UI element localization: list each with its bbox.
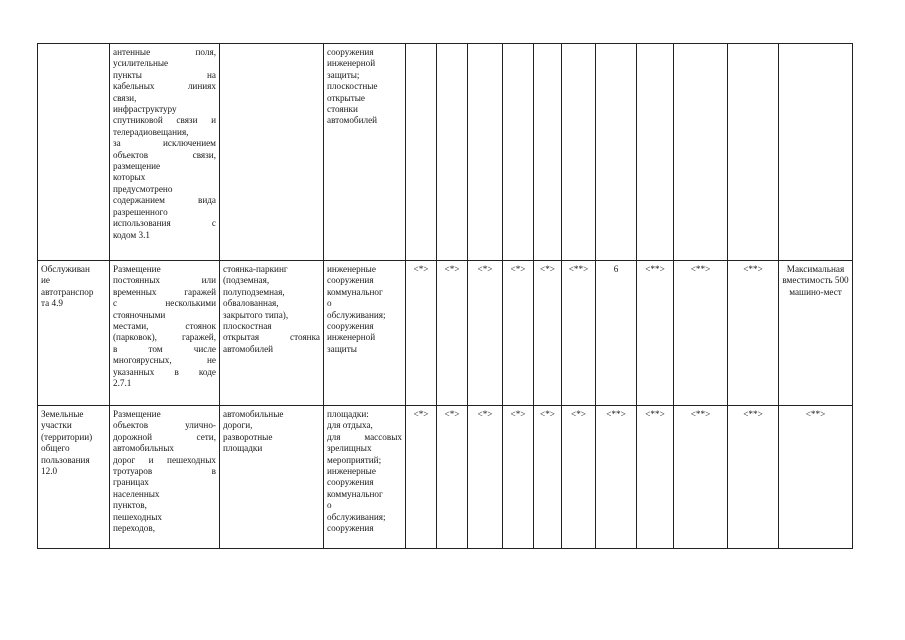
main-objects-cell-line: обвалованная, bbox=[223, 298, 279, 309]
param-cell bbox=[534, 261, 562, 406]
aux-objects-cell-line: сооружения bbox=[327, 523, 374, 534]
aux-objects-cell-line: обслуживания; bbox=[327, 511, 386, 522]
aux-objects-cell-line: для массовых bbox=[327, 431, 402, 442]
activity-description-cell-line: Размещение bbox=[113, 409, 161, 419]
activity-description-cell-line: автомобильных bbox=[113, 443, 174, 454]
activity-description-cell-line: инфраструктуру bbox=[113, 104, 177, 115]
activity-description-cell-line: границах bbox=[113, 477, 149, 488]
param-cell-text: <**> bbox=[743, 264, 763, 274]
param-cell bbox=[562, 261, 596, 406]
activity-description-cell-line: телерадиовещания, bbox=[113, 126, 189, 137]
table-row bbox=[38, 406, 853, 549]
activity-name-cell bbox=[38, 406, 110, 549]
activity-description-cell-line: дорог и пешеходных bbox=[113, 454, 216, 465]
activity-description-cell-line: кодом 3.1 bbox=[113, 229, 151, 240]
param-cell-text: <*> bbox=[477, 409, 493, 419]
activity-description-cell-line: указанных в коде bbox=[113, 366, 216, 377]
note-cell bbox=[779, 261, 853, 406]
param-cell-text: <*> bbox=[413, 409, 429, 419]
param-cell-text: <**> bbox=[606, 409, 626, 419]
activity-description-cell-line: объектов связи, bbox=[113, 149, 216, 160]
aux-objects-cell bbox=[324, 44, 406, 261]
param-cell-text: <**> bbox=[645, 264, 665, 274]
param-cell bbox=[637, 261, 674, 406]
param-cell-text: <**> bbox=[568, 264, 589, 274]
param-cell bbox=[468, 406, 503, 549]
param-cell-text: <*> bbox=[444, 409, 460, 419]
param-cell-text: <*> bbox=[540, 264, 555, 274]
aux-objects-cell-line: коммунальног bbox=[327, 488, 383, 499]
main-objects-cell-line: полуподземная, bbox=[223, 286, 285, 297]
activity-description-cell-line: пунктов, bbox=[113, 500, 147, 511]
aux-objects-cell-line: для отдыха, bbox=[327, 420, 373, 431]
param-cell bbox=[534, 44, 562, 261]
param-cell bbox=[674, 406, 728, 549]
activity-description-cell-line: многоярусных, не bbox=[113, 355, 216, 366]
main-objects-cell-line: открытая стоянка bbox=[223, 332, 320, 343]
activity-description-cell-line: стояночными bbox=[113, 309, 166, 320]
param-cell bbox=[562, 44, 596, 261]
param-cell bbox=[674, 261, 728, 406]
main-objects-cell-line: автомобилей bbox=[223, 343, 274, 354]
activity-description-cell-line: (парковок), гаражей, bbox=[113, 332, 216, 343]
param-cell bbox=[728, 44, 779, 261]
aux-objects-cell-line: о bbox=[327, 500, 332, 511]
aux-objects-cell-text: инженерные сооружения коммунальног о обслуживания; сооружения инженерной защиты bbox=[327, 264, 386, 354]
activity-description-cell-line: населенных bbox=[113, 488, 160, 499]
param-cell-text: <**> bbox=[743, 409, 763, 419]
activity-description-cell-line: 2.7.1 bbox=[113, 378, 132, 389]
param-cell-text: <*> bbox=[540, 409, 555, 419]
note-cell bbox=[779, 44, 853, 261]
activity-description-cell-line: пешеходных bbox=[113, 511, 162, 522]
main-objects-cell-line: плоскостная bbox=[223, 321, 272, 332]
activity-name-cell-text: Обслуживан ие автотранспор та 4.9 bbox=[41, 264, 94, 309]
param-cell-text: <**> bbox=[690, 264, 711, 274]
main-objects-cell-line: закрытого типа), bbox=[223, 309, 289, 320]
activity-description-cell-line: пункты на bbox=[113, 69, 216, 80]
activity-description-cell bbox=[110, 261, 220, 406]
activity-description-cell-line: Размещение bbox=[113, 264, 161, 274]
aux-objects-cell-line: мероприятий; bbox=[327, 454, 382, 465]
activity-description-cell-line: содержанием вида bbox=[113, 195, 216, 206]
activity-description-cell-line: местами, стоянок bbox=[113, 321, 216, 332]
activity-description-cell-line: тротуаров в bbox=[113, 466, 216, 477]
param-cell-text: <*> bbox=[413, 264, 429, 274]
table-row bbox=[38, 44, 853, 261]
activity-description-cell-line: дорожной сети, bbox=[113, 431, 216, 442]
param-cell bbox=[637, 406, 674, 549]
activity-description-cell-line: разрешенного bbox=[113, 206, 168, 217]
param-cell-text: <*> bbox=[571, 409, 586, 419]
aux-objects-cell bbox=[324, 261, 406, 406]
param-cell-text: <**> bbox=[690, 409, 711, 419]
param-cell bbox=[468, 261, 503, 406]
param-cell bbox=[534, 406, 562, 549]
aux-objects-cell-line: площадки: bbox=[327, 409, 369, 419]
document-table bbox=[37, 43, 853, 549]
activity-description-cell-line: с несколькими bbox=[113, 298, 216, 309]
activity-name-cell bbox=[38, 261, 110, 406]
activity-description-cell-line: за исключением bbox=[113, 138, 216, 149]
param-cell-text: <*> bbox=[477, 264, 493, 274]
activity-name-cell-text: Земельные участки (территории) общего пользования 12.0 bbox=[41, 409, 93, 477]
main-objects-cell bbox=[220, 44, 324, 261]
param-cell bbox=[503, 44, 534, 261]
activity-description-cell-line: связи, bbox=[113, 92, 137, 103]
param-cell-text: <*> bbox=[510, 409, 526, 419]
activity-description-cell-line: предусмотрено bbox=[113, 183, 173, 194]
param-cell bbox=[503, 406, 534, 549]
activity-description-cell bbox=[110, 406, 220, 549]
param-cell bbox=[437, 261, 468, 406]
aux-objects-cell-line: сооружения bbox=[327, 477, 374, 488]
activity-description-cell-line: постоянных или bbox=[113, 275, 216, 286]
activity-description-cell-line: размещение bbox=[113, 161, 161, 172]
param-cell-text: <*> bbox=[444, 264, 460, 274]
param-cell bbox=[437, 44, 468, 261]
activity-description-cell-line: переходов, bbox=[113, 523, 156, 534]
param-cell bbox=[728, 406, 779, 549]
activity-description-cell-line: объектов улично- bbox=[113, 420, 216, 431]
activity-description-cell bbox=[110, 44, 220, 261]
param-cell bbox=[596, 261, 637, 406]
param-cell bbox=[406, 261, 437, 406]
param-cell bbox=[406, 44, 437, 261]
activity-description-cell-line: в том числе bbox=[113, 343, 216, 354]
table-row bbox=[38, 261, 853, 406]
param-cell bbox=[637, 44, 674, 261]
note-cell-text: <**> bbox=[805, 409, 826, 419]
param-cell bbox=[503, 261, 534, 406]
param-cell-text: <*> bbox=[510, 264, 526, 274]
note-cell bbox=[779, 406, 853, 549]
aux-objects-cell-text: сооружения инженерной защиты; плоскостные открытые стоянки автомобилей bbox=[327, 47, 378, 126]
activity-description-cell-line: временных гаражей bbox=[113, 286, 216, 297]
param-cell bbox=[406, 406, 437, 549]
note-cell-text: Максимальная вместимость 500 машино-мест bbox=[782, 264, 849, 297]
aux-objects-cell bbox=[324, 406, 406, 549]
activity-description-cell-line: антенные поля, bbox=[113, 47, 216, 57]
main-objects-cell-text: автомобильные дороги, разворотные площадки bbox=[223, 409, 284, 454]
main-objects-cell bbox=[220, 406, 324, 549]
main-objects-cell bbox=[220, 261, 324, 406]
param-cell bbox=[728, 261, 779, 406]
main-objects-cell-line: стоянка-паркинг bbox=[223, 264, 288, 274]
activity-name-cell bbox=[38, 44, 110, 261]
param-cell-text: <**> bbox=[645, 409, 665, 419]
param-cell bbox=[437, 406, 468, 549]
activity-description-cell-line: которых bbox=[113, 172, 146, 183]
aux-objects-cell-line: инженерные bbox=[327, 466, 376, 477]
param-cell-text: 6 bbox=[613, 264, 619, 274]
param-cell bbox=[562, 406, 596, 549]
param-cell bbox=[596, 406, 637, 549]
activity-description-cell-line: спутниковой связи и bbox=[113, 115, 216, 126]
param-cell bbox=[674, 44, 728, 261]
activity-description-cell-line: использования с bbox=[113, 218, 216, 229]
activity-description-cell-line: усилительные bbox=[113, 58, 169, 69]
param-cell bbox=[596, 44, 637, 261]
aux-objects-cell-line: зрелищных bbox=[327, 443, 372, 454]
param-cell bbox=[468, 44, 503, 261]
activity-description-cell-line: кабельных линиях bbox=[113, 81, 216, 92]
main-objects-cell-line: (подземная, bbox=[223, 275, 270, 286]
